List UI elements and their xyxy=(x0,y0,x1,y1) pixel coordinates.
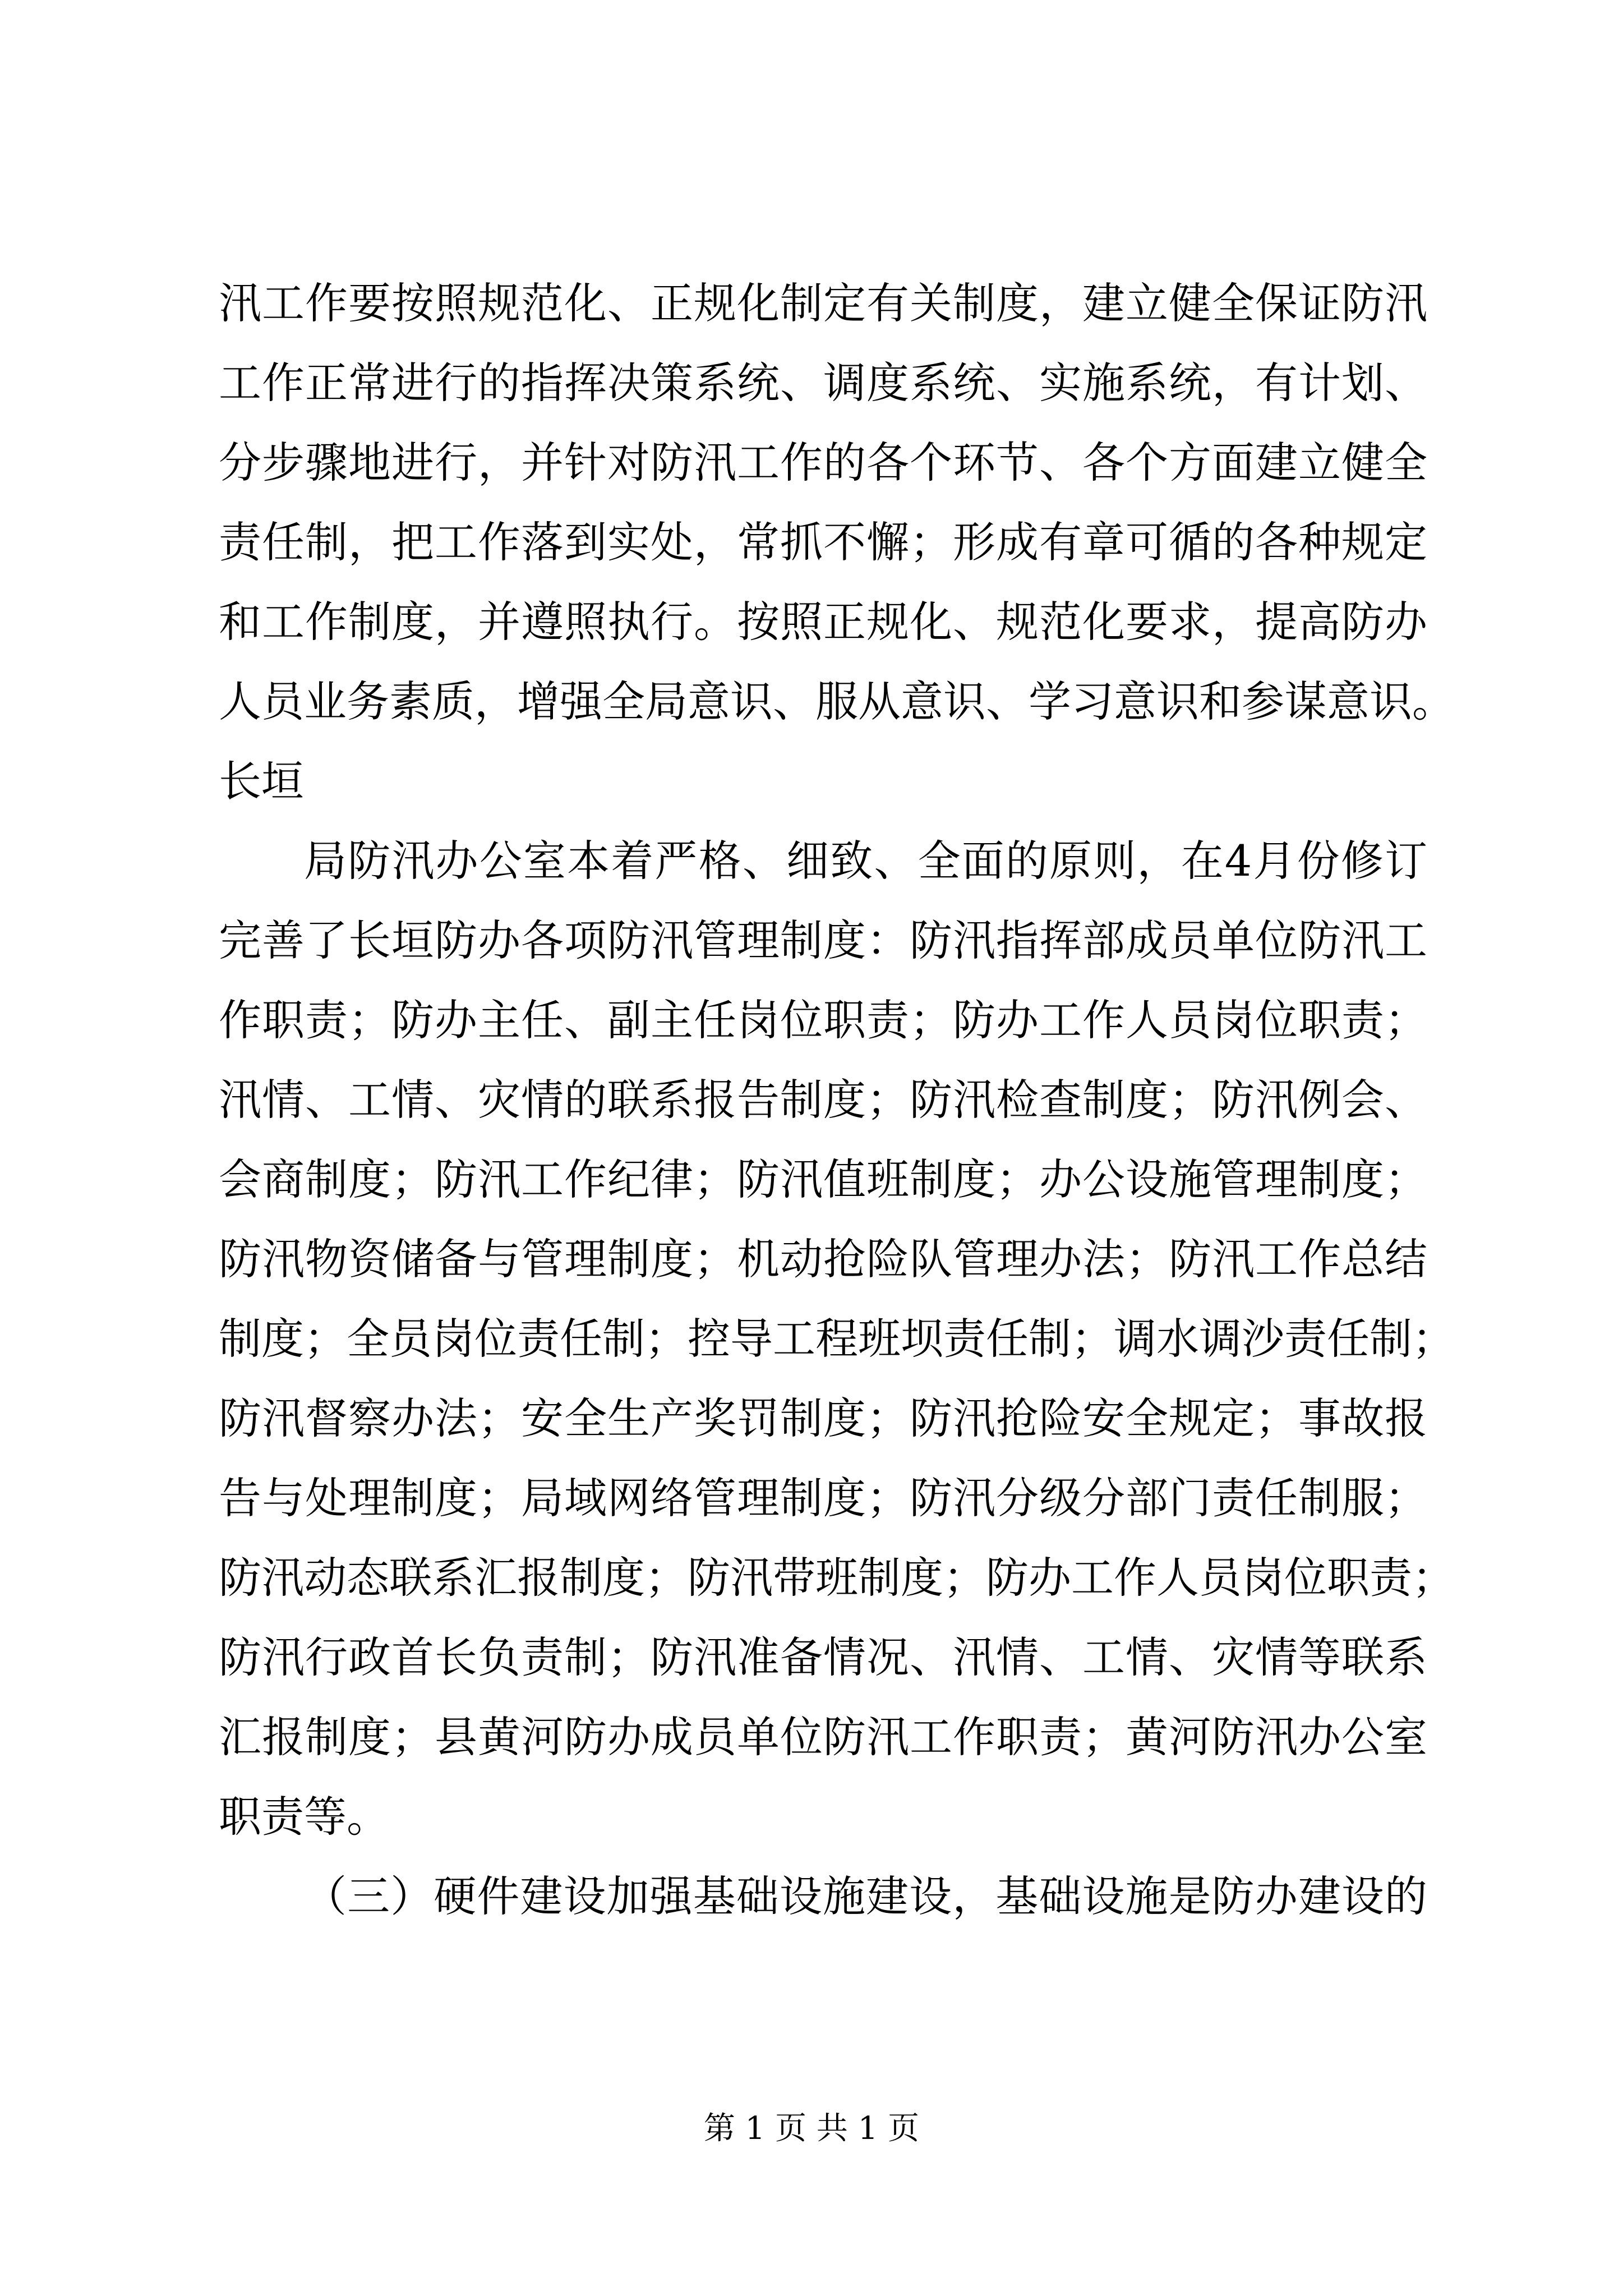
text-line: 汛工作要按照规范化、正规化制定有关制度，建立健全保证防汛 xyxy=(219,278,1427,328)
text-line: 作职责；防办主任、副主任岗位职责；防办工作人员岗位职责； xyxy=(219,995,1427,1045)
page-footer: 第 1 页 共 1 页 xyxy=(703,2110,920,2147)
text-line: 局防汛办公室本着严格、细致、全面的原则，在4月份修订 xyxy=(304,836,1427,886)
text-line: 完善了长垣防办各项防汛管理制度：防汛指挥部成员单位防汛工 xyxy=(219,915,1427,965)
text-line: 长垣 xyxy=(219,756,304,806)
text-line: 汇报制度；县黄河防办成员单位防汛工作职责；黄河防汛办公室 xyxy=(219,1712,1427,1762)
text-line: （三）硬件建设加强基础设施建设，基础设施是防办建设的 xyxy=(304,1871,1427,1921)
text-line: 防汛督察办法；安全生产奖罚制度；防汛抢险安全规定；事故报 xyxy=(219,1393,1427,1443)
text-line: 会商制度；防汛工作纪律；防汛值班制度；办公设施管理制度； xyxy=(219,1154,1427,1204)
text-line: 告与处理制度；局域网络管理制度；防汛分级分部门责任制服； xyxy=(219,1473,1427,1523)
body-text xyxy=(219,264,1455,1936)
text-line: 和工作制度，并遵照执行。按照正规化、规范化要求，提高防办 xyxy=(219,597,1427,647)
text-line: 职责等。 xyxy=(219,1792,389,1842)
text-line: 防汛动态联系汇报制度；防汛带班制度；防办工作人员岗位职责； xyxy=(219,1553,1455,1603)
text-line: 分步骤地进行，并针对防汛工作的各个环节、各个方面建立健全 xyxy=(219,438,1427,487)
text-line: 防汛行政首长负责制；防汛准备情况、汛情、工情、灾情等联系 xyxy=(219,1632,1427,1682)
text-line: 制度；全员岗位责任制；控导工程班坝责任制；调水调沙责任制； xyxy=(219,1314,1455,1364)
text-line: 工作正常进行的指挥决策系统、调度系统、实施系统，有计划、 xyxy=(219,358,1427,408)
text-line: 责任制，把工作落到实处，常抓不懈；形成有章可循的各种规定 xyxy=(219,517,1427,567)
text-line: 汛情、工情、灾情的联系报告制度；防汛检查制度；防汛例会、 xyxy=(219,1075,1427,1125)
text-line: 人员业务素质，增强全局意识、服从意识、学习意识和参谋意识。 xyxy=(219,677,1455,726)
text-line: 防汛物资储备与管理制度；机动抢险队管理办法；防汛工作总结 xyxy=(219,1234,1427,1284)
